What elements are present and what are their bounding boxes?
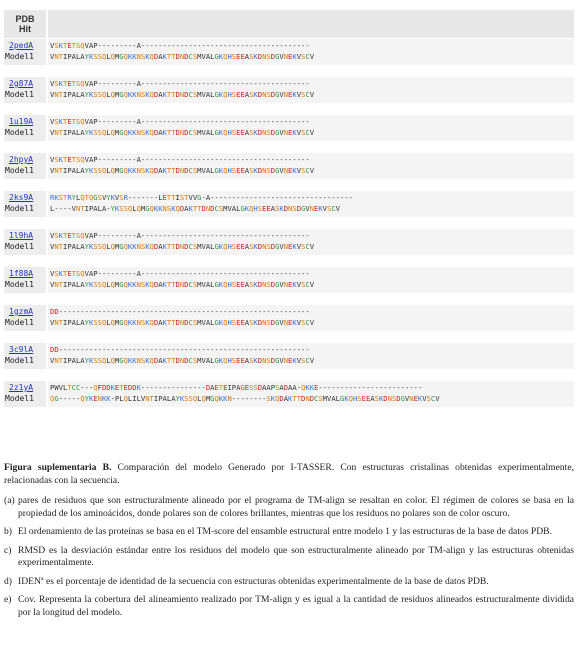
alignment-cell: [48, 267, 574, 293]
alignment-row: [4, 77, 574, 103]
pdb-hit-link[interactable]: 1gzmA: [9, 307, 34, 316]
hit-cell: [4, 229, 46, 255]
pdb-hit-link[interactable]: 2pedA: [9, 41, 34, 50]
model-label: Model1: [5, 242, 34, 251]
header-line-2: Hit: [19, 24, 31, 34]
hit-cell: [4, 115, 46, 141]
model-label: Model1: [5, 52, 34, 61]
hit-cell: [4, 343, 46, 369]
alignment-cell: [48, 381, 574, 407]
model-sequence: VNTIPALAYKSSQLQMGQKKNSKQDAKTTDNDCSMVALGKQHSEEASKDNSDGVNEKVSCV: [50, 356, 315, 365]
caption-note: [4, 594, 574, 619]
model-sequence: VNTIPALAYKSSQLQMGQKKNSKQDAKTTDNDCSMVALGKQHSEEASKDNSDGVNEKVSCV: [50, 280, 315, 289]
alignment-cell: [48, 77, 574, 103]
alignment-row: [4, 381, 574, 407]
pdb-hit-link[interactable]: 1f88A: [9, 269, 34, 278]
pdb-hit-link[interactable]: 2z1yA: [9, 383, 34, 392]
alignment-row: [4, 343, 574, 369]
caption-title-text: Comparación del modelo Generado por I-TASSER. Con estructuras cristalinas obtenidas experimentalmente, relacionadas con la secuencia.: [4, 462, 574, 486]
hit-sequence: VSKTETSQVAP---------A---------------------------------------: [50, 79, 310, 88]
hit-cell: [4, 77, 46, 103]
alignment-row: [4, 191, 574, 217]
pdb-hit-header: [4, 10, 46, 38]
model-label: Model1: [5, 394, 34, 403]
model-label: Model1: [5, 204, 34, 213]
note-marker: c): [4, 544, 12, 556]
alignment-row: [4, 267, 574, 293]
caption-note: [4, 526, 574, 539]
note-text: IDENª es el porcentaje de identidad de la secuencia con estructuras obtenidas experimentalmente de la base de datos PDB.: [18, 575, 489, 587]
note-marker: d): [4, 575, 12, 587]
model-sequence: VNTIPALAYKSSQLQMGQKKNSKQDAKTTDNDCSMVALGKQHSEEASKDNSDGVNEKVSCV: [50, 90, 315, 99]
note-text: Cov. Representa la cobertura del alineamiento realizado por TM-align y es igual a la cantidad de residuos alineados estructuralmente dividida por la longitud del modelo.: [18, 594, 574, 618]
hit-sequence: DD----------------------------------------------------------: [50, 307, 310, 316]
alignment-row: [4, 39, 574, 65]
caption-title: [4, 462, 574, 487]
hit-cell: [4, 305, 46, 331]
model-sequence: VNTIPALAYKSSQLQMGQKKNSKQDAKTTDNDCSMVALGKQHSEEASKDNSDGVNEKVSCV: [50, 318, 315, 327]
alignment-cell: [48, 153, 574, 179]
pdb-hit-link[interactable]: 2ks9A: [9, 193, 34, 202]
alignment-cell: [48, 39, 574, 65]
alignment-header-bar: [48, 10, 574, 38]
pdb-hit-link[interactable]: 2hpyA: [9, 155, 34, 164]
hit-sequence: VSKTETSQVAP---------A---------------------------------------: [50, 269, 310, 278]
pdb-hit-link[interactable]: 3c9lA: [9, 345, 34, 354]
caption-note: [4, 576, 574, 589]
alignment-cell: [48, 305, 574, 331]
alignment-row: [4, 153, 574, 179]
note-text: RMSD es la desviación estándar entre los residuos del modelo que son estructuralmente alineado por TM-align y las estructuras obtenidas experimentalmente.: [18, 544, 574, 568]
hit-sequence: VSKTETSQVAP---------A---------------------------------------: [50, 117, 310, 126]
note-marker: (a): [4, 495, 15, 506]
model-label: Model1: [5, 90, 34, 99]
caption-note: [4, 545, 574, 570]
figure-caption: [4, 462, 574, 625]
hit-sequence: VSKTETSQVAP---------A---------------------------------------: [50, 231, 310, 240]
model-label: Model1: [5, 166, 34, 175]
model-sequence: VNTIPALAYKSSQLQMGQKKNSKQDAKTTDNDCSMVALGKQHSEEASKDNSDGVNEKVSCV: [50, 128, 315, 137]
caption-notes: [4, 495, 574, 619]
model-sequence: L----VNTIPALA-YKSSQLQMGQKKNSKQDAKTTDNDCSMVALGKQHSEEASKDNSDGVNEKVSCV: [50, 204, 340, 213]
hit-sequence: DD----------------------------------------------------------: [50, 345, 310, 354]
header-line-1: PDB: [15, 14, 35, 24]
hit-cell: [4, 381, 46, 407]
hit-cell: [4, 267, 46, 293]
alignment-cell: [48, 343, 574, 369]
note-text: El ordenamiento de las proteínas se basa en el TM-score del ensamble estructural entre modelo 1 y las estructuras de la base de datos PDB.: [18, 526, 552, 537]
caption-title-bold: Figura suplementaria B.: [4, 462, 112, 473]
caption-note: [4, 495, 574, 520]
model-label: Model1: [5, 128, 34, 137]
pdb-hit-link[interactable]: 1u19A: [9, 117, 34, 126]
hit-cell: [4, 191, 46, 217]
hit-sequence: RKSTRYLQTQGSVYKVSR-------LETTISTVVG-A---------------------------------: [50, 193, 353, 202]
model-label: Model1: [5, 356, 34, 365]
alignment-cell: [48, 191, 574, 217]
model-sequence: QG-----QYKENKK-PLQLILVNTIPALAYKSSQLQMGQKKN--------SKQDAKTTDNDCSMVALGKQHSEEASKDNSDGVNEKVSCV: [50, 394, 440, 403]
hit-sequence: PWVLTCC---QFDDKETEDDK---------------DAETEIPAGESSDAAPSADAA-QKKE------------------------: [50, 383, 423, 392]
hit-sequence: VSKTETSQVAP---------A---------------------------------------: [50, 155, 310, 164]
alignment-row: [4, 305, 574, 331]
alignment-cell: [48, 115, 574, 141]
pdb-hit-link[interactable]: 2g87A: [9, 79, 34, 88]
alignment-row: [4, 115, 574, 141]
pdb-hit-link[interactable]: 1l9hA: [9, 231, 34, 240]
hit-cell: [4, 39, 46, 65]
alignment-panel: [4, 10, 574, 422]
alignment-cell: [48, 229, 574, 255]
model-sequence: VNTIPALAYKSSQLQMGQKKNSKQDAKTTDNDCSMVALGKQHSEEASKDNSDGVNEKVSCV: [50, 166, 315, 175]
model-sequence: VNTIPALAYKSSQLQMGQKKNSKQDAKTTDNDCSMVALGKQHSEEASKDNSDGVNEKVSCV: [50, 242, 315, 251]
hit-cell: [4, 153, 46, 179]
model-label: Model1: [5, 318, 34, 327]
alignment-row: [4, 229, 574, 255]
note-text: pares de residuos que son estructuralmente alineado por el programa de TM-align se resaltan en color. El régimen de colores se basa en la propiedad de los aminoácidos, donde polares son de colores brillantes, mientras que los residuos no polares son de color oscuro.: [18, 495, 574, 519]
note-marker: b): [4, 526, 12, 537]
model-label: Model1: [5, 280, 34, 289]
note-marker: e): [4, 594, 12, 605]
hit-sequence: VSKTETSQVAP---------A---------------------------------------: [50, 41, 310, 50]
model-sequence: VNTIPALAYKSSQLQMGQKKNSKQDAKTTDNDCSMVALGKQHSEEASKDNSDGVNEKVSCV: [50, 52, 315, 61]
